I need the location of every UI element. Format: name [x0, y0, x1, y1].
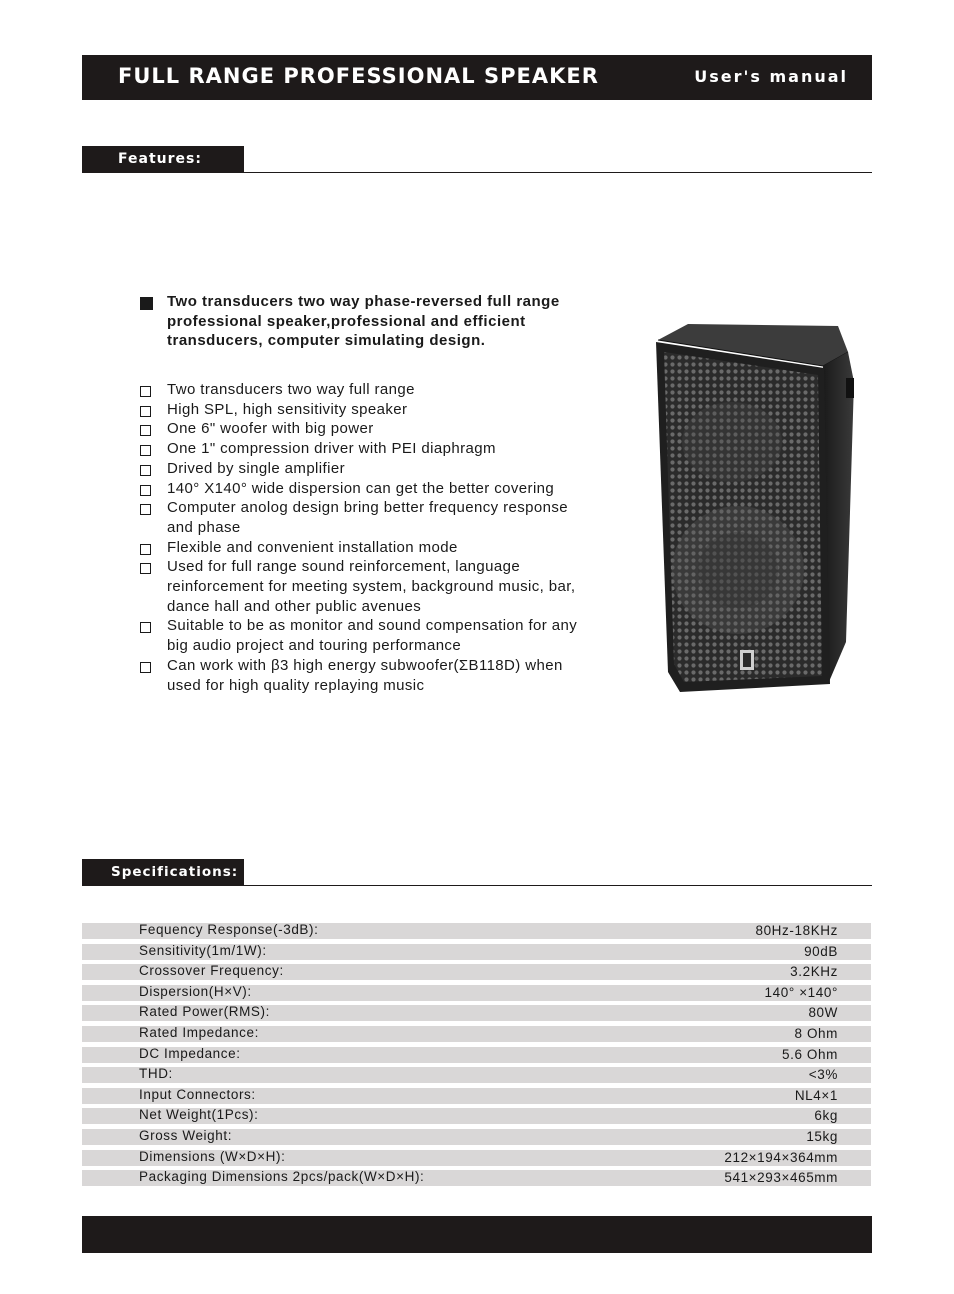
speaker-image: [648, 312, 860, 696]
feature-text: One 6" woofer with big power: [167, 420, 374, 438]
checkbox-square-icon: [140, 544, 151, 555]
checkbox-square-icon: [140, 445, 151, 456]
spec-value: 212×194×364mm: [724, 1149, 838, 1165]
spec-label: Dispersion(H×V):: [139, 983, 252, 999]
checkbox-square-icon: [140, 425, 151, 436]
list-item: [140, 557, 620, 616]
features-heading-tab: [82, 146, 244, 173]
feature-text: Two transducers two way full range: [167, 381, 415, 398]
spec-value: <3%: [808, 1067, 838, 1083]
table-row: [82, 1107, 871, 1128]
table-row: [82, 963, 871, 984]
spec-value: NL4×1: [794, 1087, 838, 1103]
filled-square-bullet-icon: [140, 297, 153, 310]
table-row: [82, 1046, 871, 1067]
speaker-photo: [648, 312, 860, 696]
spec-value: 90dB: [804, 943, 838, 959]
table-row: [82, 1087, 871, 1108]
list-item: [140, 498, 620, 537]
checkbox-square-icon: [140, 504, 151, 515]
spec-label: Input Connectors:: [139, 1086, 256, 1102]
feature-text: Flexible and convenient installation mode: [167, 538, 458, 556]
spec-label: Gross Weight:: [139, 1127, 233, 1143]
spec-label: Fequency Response(-3dB):: [139, 922, 319, 937]
table-row: [82, 1128, 871, 1149]
spec-value: 80W: [808, 1005, 838, 1021]
list-item: [140, 439, 620, 459]
spec-label: Net Weight(1Pcs):: [139, 1107, 259, 1123]
table-row: [82, 922, 871, 943]
spec-value: 8 Ohm: [794, 1025, 838, 1041]
spec-label: Crossover Frequency:: [139, 963, 284, 979]
row-band: [82, 1067, 871, 1083]
feature-text: One 1" compression driver with PEI diaphragm: [167, 440, 496, 458]
feature-text: Computer anolog design bring better frequency response and phase: [167, 499, 569, 536]
feature-text: Can work with β3 high energy subwoofer(ΣB118D) when used for high quality replaying music: [167, 656, 563, 694]
features-rule: [82, 172, 872, 173]
checkbox-square-icon: [140, 563, 151, 574]
list-item: [140, 479, 620, 499]
spec-value: 140° ×140°: [764, 984, 838, 1000]
table-row: [82, 943, 871, 964]
feature-text: High SPL, high sensitivity speaker: [167, 400, 408, 418]
table-row: [82, 1004, 871, 1025]
checkbox-square-icon: [140, 662, 151, 673]
spec-label: Rated Impedance:: [139, 1024, 259, 1040]
spec-value: 541×293×465mm: [724, 1170, 838, 1186]
feature-text: 140° X140° wide dispersion can get the better covering: [167, 479, 555, 497]
spec-label: DC Impedance:: [139, 1045, 241, 1061]
spec-value: 6kg: [814, 1108, 838, 1124]
table-row: [82, 1025, 871, 1046]
table-row: [82, 1066, 871, 1087]
list-item: [140, 380, 620, 400]
document-subtitle: User's manual: [694, 67, 848, 86]
specifications-table: [82, 922, 871, 1190]
document-title: FULL RANGE PROFESSIONAL SPEAKER: [118, 64, 599, 88]
spec-label: Packaging Dimensions 2pcs/pack(W×D×H):: [139, 1169, 425, 1185]
spec-label: Dimensions (W×D×H):: [139, 1148, 286, 1164]
checkbox-square-icon: [140, 465, 151, 476]
feature-text: Used for full range sound reinforcement, language reinforcement for meeting system, background music, bar, dance hall and other public avenues: [167, 558, 576, 615]
checkbox-square-icon: [140, 406, 151, 417]
spec-value: 3.2KHz: [790, 964, 838, 980]
spec-label: THD:: [139, 1066, 173, 1082]
specifications-heading-tab: [82, 859, 244, 886]
spec-value: 80Hz-18KHz: [755, 923, 838, 938]
features-list: [140, 380, 620, 695]
checkbox-square-icon: [140, 485, 151, 496]
spec-value: 5.6 Ohm: [782, 1046, 838, 1062]
list-item: [140, 400, 620, 420]
feature-text: Suitable to be as monitor and sound compensation for any big audio project and touring performance: [167, 617, 578, 655]
specifications-rule: [82, 885, 872, 886]
list-item: [140, 616, 620, 655]
list-item: [140, 459, 620, 479]
features-heading: Features:: [118, 151, 202, 167]
header-bar: [82, 55, 872, 100]
checkbox-square-icon: [140, 386, 151, 397]
feature-text: Drived by single amplifier: [167, 459, 345, 477]
features-intro-text: Two transducers two way phase-reversed full range professional speaker,professional and efficient transducers, computer simulating design.: [167, 293, 560, 349]
spec-label: Sensitivity(1m/1W):: [139, 942, 267, 958]
list-item: [140, 656, 620, 695]
specifications-heading: Specifications:: [111, 864, 239, 880]
table-row: [82, 1149, 871, 1170]
checkbox-square-icon: [140, 622, 151, 633]
footer-bar: [82, 1216, 872, 1253]
features-intro: [140, 292, 610, 351]
table-row: [82, 1169, 871, 1190]
list-item: [140, 419, 620, 439]
table-row: [82, 984, 871, 1005]
spec-label: Rated Power(RMS):: [139, 1004, 270, 1020]
spec-value: 15kg: [806, 1128, 838, 1144]
list-item: [140, 538, 620, 558]
